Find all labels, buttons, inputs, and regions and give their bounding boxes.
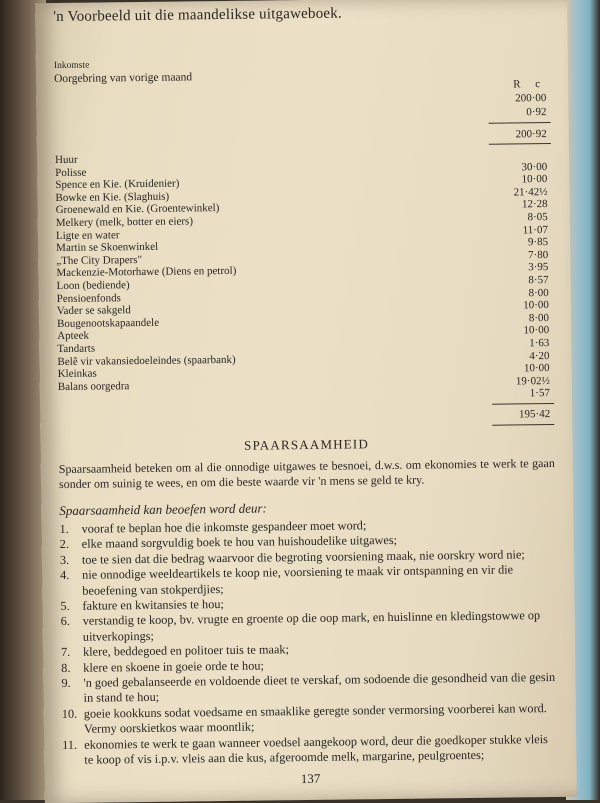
list-item-number: 6. (60, 614, 71, 629)
expense-label: Balans oorgedra (57, 379, 130, 393)
income-block (54, 36, 551, 132)
expense-label: Apteek (57, 329, 90, 343)
income-labels (54, 58, 192, 86)
list-item (62, 732, 558, 769)
expense-amount: 30·00 (521, 160, 548, 173)
expense-label: Melkery (melk, botter en eiers) (55, 215, 194, 230)
expense-amount: 4·20 (529, 349, 550, 362)
expense-amount: 12·28 (521, 198, 548, 211)
page-content (53, 3, 559, 790)
expense-amount: 21·42½ (513, 185, 548, 199)
list-item-text: fakture en kwitansies te hou; (82, 596, 224, 613)
list-item-text: klere, beddegoed en politoer tuis te maak; (82, 642, 290, 659)
list-item-text: klere en skoene in goeie orde te hou; (83, 658, 264, 675)
book-page (35, 0, 577, 803)
section-title: SPAARSAAMHEID (243, 436, 370, 453)
expense-amount: 10·00 (523, 324, 550, 337)
income-rule (489, 122, 551, 124)
list-item-text: 'n goed gebalanseerde en voldoende dieet te verskaf, om sodoende die gesondheid van die gesin in stand te hou; (83, 669, 556, 706)
expense-label: Polisse (55, 166, 87, 179)
list-item-number: 8. (61, 660, 71, 675)
expense-amount: 1·57 (529, 387, 551, 400)
expense-label: „The City Drapers" (56, 253, 143, 267)
income-amount: 200·00 (515, 92, 547, 105)
expense-rule (492, 403, 554, 405)
page-number: 137 (300, 771, 321, 787)
expense-amount: 8·05 (527, 211, 548, 224)
income-amount: 0·92 (526, 106, 547, 119)
expense-amount: 7·80 (528, 248, 549, 262)
income-total: 200·92 (515, 128, 547, 141)
list-item-text: verstandig te koop, bv. vrugte en groente op die oop mark, en huislinne en kledingstowwe op uitverkopings; (82, 608, 541, 644)
list-item-text: toe te sien dat die bedrag waarvoor die begroting voorsiening maak, nie oorskry word nie; (81, 547, 525, 567)
expense-label: Groenewald en Kie. (Groentewinkel) (55, 202, 220, 217)
list-item-number: 1. (59, 521, 69, 536)
expense-amount: 8·00 (528, 286, 549, 299)
expense-amount: 11·07 (522, 223, 549, 236)
expense-label: Huur (54, 153, 78, 167)
list-item-number: 7. (60, 645, 71, 660)
expense-amount: 19·02½ (515, 374, 550, 388)
savings-list (59, 516, 558, 769)
expense-label: Pensioenfonds (56, 291, 121, 305)
list-item-number: 5. (60, 598, 70, 613)
currency-header: R c (513, 78, 547, 91)
expense-amount: 3·95 (528, 261, 549, 274)
expense-amount: 10·00 (523, 362, 550, 375)
income-label: Oorgebring van vorige maand (53, 71, 193, 86)
expense-label: Mackenzie-Motorhawe (Diens en petrol) (56, 265, 237, 280)
expense-label: Martin se Skoenwinkel (56, 240, 159, 255)
expense-label: Ligte en water (55, 228, 120, 242)
income-total-rule (489, 143, 551, 145)
list-item-number: 10. (61, 706, 78, 721)
expense-label: Vader se sakgeld (56, 304, 131, 318)
expense-amount (477, 148, 551, 161)
intro-paragraph: Spaarsaamheid beteken om al die onnodige uitgawes te besnoei, d.w.s. om ekonomies te werk te gaan sonder om suinig te wees, en om die beste waarde vir 'n mens se geld te kry. (58, 455, 555, 492)
expense-label: Spence en Kie. (Kruidenier) (55, 177, 180, 192)
list-item-number: 9. (61, 675, 71, 690)
list-heading: Spaarsaamheid kan beoefen word deur: (59, 500, 267, 518)
list-item-text: vooraf te beplan hoe die inkomste gespandeer moet word; (81, 518, 367, 536)
list-item-number: 11. (62, 737, 78, 752)
list-item-number: 3. (59, 552, 70, 567)
expense-amount: 10·00 (521, 173, 548, 186)
expense-label: Loon (bediende) (56, 279, 130, 292)
expense-label: Tandarts (57, 342, 96, 355)
expense-amount: 8·00 (528, 311, 550, 324)
expense-total-row (58, 400, 554, 436)
expense-label: Bougenootskapaandele (56, 316, 160, 330)
expense-label: Belê vir vakansiedoeleindes (spaarbank) (57, 353, 236, 368)
list-item-number: 4. (60, 567, 70, 583)
expense-total: 195·42 (518, 407, 551, 421)
list-item-text: ekonomies te werk te gaan wanneer voedsel aangekoop word, deur die goedkoper stukke vleis te koop of vis i.p.v. vleis aan die kus, afgeroomde melk, margarine, peulgroentes; (84, 731, 548, 767)
list-item-text: nie onnodige weeldeartikels te koop nie, voorsiening te maak vir ontspanning en vir die beoefening van stokperdjies; (82, 562, 514, 598)
expense-amount: 1·63 (529, 336, 550, 350)
expense-label: Bowke en Kie. (Slaghuis) (55, 190, 170, 204)
expense-amount: 8·57 (528, 273, 549, 287)
list-item-number: 2. (59, 537, 70, 552)
expense-label: Kleinkas (57, 367, 97, 381)
list-item-text: elke maand sorgvuldig boek te hou van huishoudelike uitgawes; (81, 533, 398, 552)
list-item-text: goeie kookkuns sodat voedsame en smaaklike geregte sonder vermorsing voorberei kan word. Vermy oorskietkos waar moontlik; (83, 700, 547, 736)
expense-list (55, 148, 554, 406)
expense-amount: 9·85 (527, 236, 549, 249)
expense-total-rule (492, 424, 554, 426)
income-label: Inkomste (53, 60, 90, 72)
page-header-line: 'n Voorbeeld uit die maandelikse uitgaweboek. (53, 5, 342, 26)
expense-amount: 10·00 (523, 299, 549, 312)
